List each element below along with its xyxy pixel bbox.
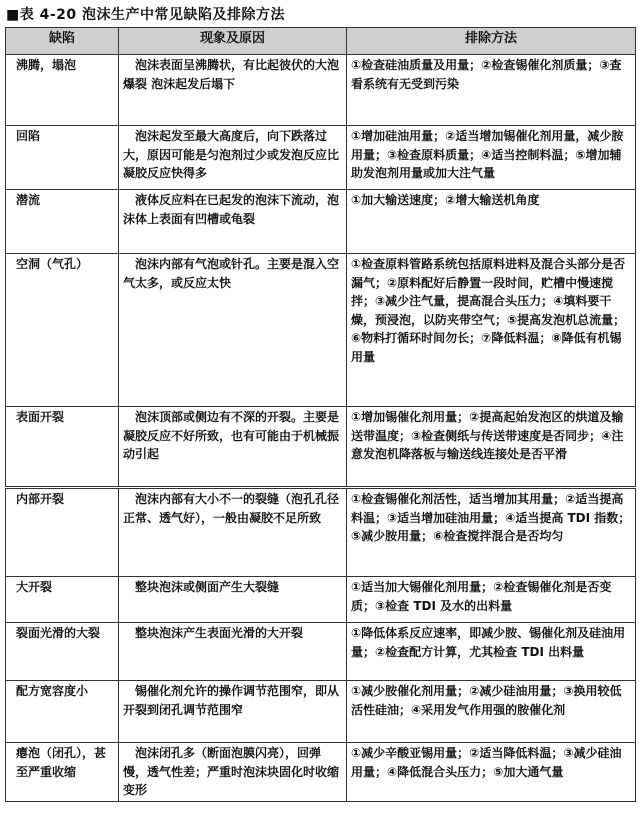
remedy-cell: ①增加硅油用量；②适当增加锡催化剂用量，减少胺用量；③检查原料质量；④适当控制料温；⑤增加辅助发泡剂用量或加大注气量 xyxy=(347,126,636,190)
table-row xyxy=(6,743,636,802)
remedy-cell: ①适当加大锡催化剂用量；②检查锡催化剂是否变质；③检查 TDI 及水的出料量 xyxy=(347,577,636,623)
table-header-row xyxy=(6,28,636,55)
remedy-cell: ①检查原料管路系统包括原料进料及混合头部分是否漏气；②原料配好后静置一段时间，贮槽中慢速搅拌；③减少注气量，提高混合头压力；④填料要干燥，预浸泡，以防夹带空气；⑤提高发泡机总流量；⑥物料打循环时间勿长；⑦降低料温；⑧降低有机锡用量 xyxy=(347,254,636,407)
remedy-cell: ①检查硅油质量及用量；②检查锡催化剂质量；③查看系统有无受到污染 xyxy=(347,55,636,126)
table-row xyxy=(6,623,636,681)
defect-cell: 大开裂 xyxy=(6,577,119,623)
defect-table-part-1 xyxy=(5,27,636,487)
defect-cell: 沸腾，塌泡 xyxy=(6,55,119,126)
table-caption: ■表 4-20 泡沫生产中常见缺陷及排除方法 xyxy=(6,7,286,23)
table-row xyxy=(6,126,636,190)
cause-cell: 泡沫顶部或侧边有不深的开裂。主要是凝胶反应不好所致，也有可能由于机械振动引起 xyxy=(119,407,347,487)
remedy-cell: ①减少辛酸亚锡用量；②适当降低料温；③减少硅油用量；④降低混合头压力；⑤加大通气量 xyxy=(347,743,636,802)
table-row xyxy=(6,254,636,407)
remedy-cell: ①加大输送速度；②增大输送机角度 xyxy=(347,190,636,254)
defect-cell: 内部开裂 xyxy=(6,489,119,577)
cause-cell: 泡沫表面呈沸腾状，有比起彼伏的大泡爆裂 泡沫起发后塌下 xyxy=(119,55,347,126)
table-row xyxy=(6,681,636,743)
defect-cell: 裂面光滑的大裂 xyxy=(6,623,119,681)
defect-cell: 瘪泡（闭孔），甚至严重收缩 xyxy=(6,743,119,802)
defect-table-part-2 xyxy=(5,488,636,802)
header-remedy: 排除方法 xyxy=(347,28,636,55)
remedy-cell: ①降低体系反应速率，即减少胺、锡催化剂及硅油用量；②检查配方计算，尤其检查 TDI 出料量 xyxy=(347,623,636,681)
cause-cell: 整块泡沫或侧面产生大裂缝 xyxy=(119,577,347,623)
defect-cell: 表面开裂 xyxy=(6,407,119,487)
remedy-cell: ①减少胺催化剂用量；②减少硅油用量；③换用较低活性硅油；④采用发气作用强的胺催化剂 xyxy=(347,681,636,743)
defect-cell: 配方宽容度小 xyxy=(6,681,119,743)
table-row xyxy=(6,489,636,577)
defect-cell: 空洞（气孔） xyxy=(6,254,119,407)
header-defect: 缺陷 xyxy=(6,28,119,55)
cause-cell: 泡沫内部有大小不一的裂缝（泡孔孔径正常、透气好），一般由凝胶不足所致 xyxy=(119,489,347,577)
remedy-cell: ①检查锡催化剂活性，适当增加其用量；②适当提高料温；③适当增加硅油用量；④适当提高 TDI 指数；⑤减少胺用量；⑥检查搅拌混合是否均匀 xyxy=(347,489,636,577)
remedy-cell: ①增加锡催化剂用量；②提高起始发泡区的烘道及输送带温度；③检查侧纸与传送带速度是否同步；④注意发泡机降落板与输送线连接处是否平滑 xyxy=(347,407,636,487)
cause-cell: 锡催化剂允许的操作调节范围窄，即从开裂到闭孔调节范围窄 xyxy=(119,681,347,743)
defect-cell: 回陷 xyxy=(6,126,119,190)
cause-cell: 泡沫起发至最大高度后，向下跌落过大，原因可能是匀泡剂过少或发泡反应比凝胶反应快得多 xyxy=(119,126,347,190)
table-row xyxy=(6,407,636,487)
table-row xyxy=(6,577,636,623)
table-row xyxy=(6,55,636,126)
header-cause: 现象及原因 xyxy=(119,28,347,55)
cause-cell: 整块泡沫产生表面光滑的大开裂 xyxy=(119,623,347,681)
defect-cell: 潜流 xyxy=(6,190,119,254)
cause-cell: 泡沫闭孔多（断面泡膜闪亮），回弹慢，透气性差；严重时泡沫块固化时收缩变形 xyxy=(119,743,347,802)
table-row xyxy=(6,190,636,254)
cause-cell: 液体反应料在已起发的泡沫下流动，泡沫体上表面有凹槽或龟裂 xyxy=(119,190,347,254)
cause-cell: 泡沫内部有气泡或针孔。主要是混入空气太多，或反应太快 xyxy=(119,254,347,407)
